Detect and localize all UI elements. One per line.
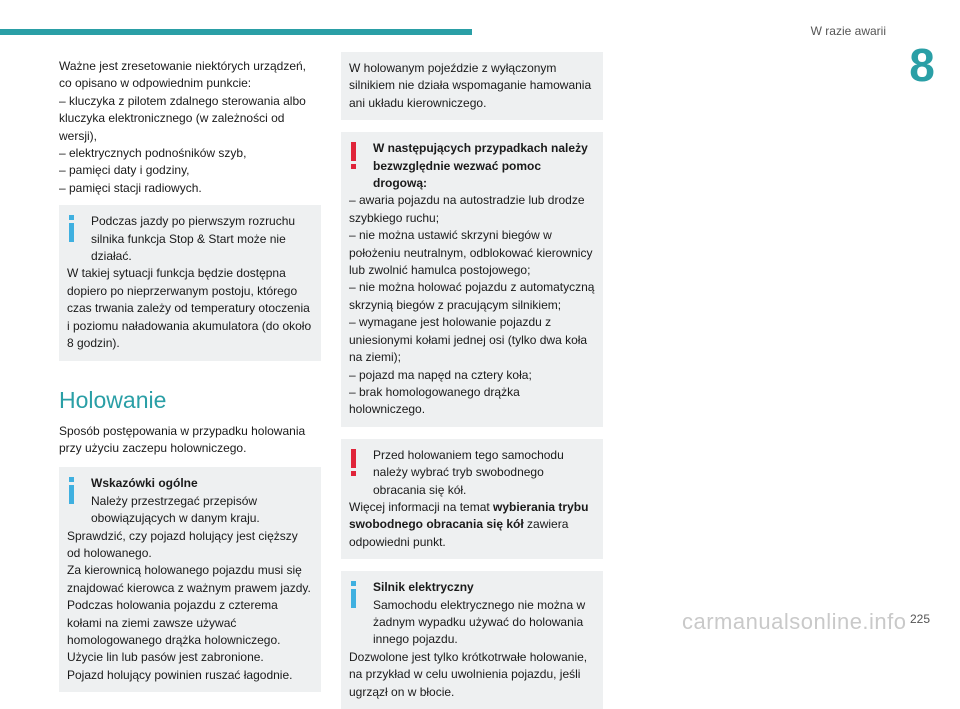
page-number: 225 bbox=[909, 612, 930, 626]
chapter-number: 8 bbox=[909, 39, 935, 91]
warning-box-tow-service bbox=[341, 132, 603, 427]
reset-list-item: – kluczyka z pilotem zdalnego sterowania albo kluczyka elektronicznego (w zależności od wersji), bbox=[59, 93, 306, 143]
info-box-title: Silnik elektryczny bbox=[373, 580, 474, 595]
warning-text: Przed holowaniem tego samochodu należy wybrać tryb swobodnego obracania się kół. bbox=[373, 447, 564, 497]
warning-list-item: – pojazd ma napęd na cztery koła; bbox=[349, 367, 532, 382]
warning-list-item: – nie można holować pojazdu z automatyczną skrzynią biegów z pracującym silnikiem; bbox=[349, 280, 595, 312]
info-icon bbox=[69, 477, 74, 504]
watermark: carmanualsonline.info bbox=[682, 609, 907, 634]
warning-icon bbox=[351, 449, 356, 476]
warning-link-term: wybierania trybu swobodnego obracania się kół bbox=[349, 499, 589, 532]
warning-box-title: W następujących przypadkach należy bezwzględnie wezwać pomoc drogową: bbox=[373, 141, 588, 191]
info-icon bbox=[69, 215, 74, 242]
info-text: Za kierownicą holowanego pojazdu musi się znajdować kierowca z ważnym prawem jazdy. bbox=[67, 563, 311, 595]
towing-intro: Sposób postępowania w przypadku holowania przy użyciu zaczepu holowniczego. bbox=[59, 423, 306, 455]
info-box-electric-motor bbox=[341, 571, 603, 709]
warning-list-item: – nie można ustawić skrzyni biegów w położeniu neutralnym, odblokować kierownicy lub zwolnić hamulca postojowego; bbox=[349, 228, 593, 278]
reset-list-item: – elektrycznych podnośników szyb, bbox=[59, 146, 247, 161]
right-column bbox=[341, 52, 603, 709]
warning-list-item: – wymagane jest holowanie pojazdu z uniesionymi kołami jednej osi (tylko dwa koła na ziemi); bbox=[349, 315, 588, 365]
info-text: Dozwolone jest tylko krótkotrwałe holowanie, na przykład w celu uwolnienia pojazdu, jeśli ugrzązł on w błocie. bbox=[349, 649, 588, 699]
reset-list-item: – pamięci stacji radiowych. bbox=[59, 180, 202, 195]
reset-list-item: – pamięci daty i godziny, bbox=[59, 163, 190, 178]
warning-list-item: – awaria pojazdu na autostradzie lub drodze szybkiego ruchu; bbox=[349, 193, 585, 225]
note-box-assist bbox=[341, 52, 603, 120]
left-column bbox=[59, 58, 321, 692]
info-box-title: Wskazówki ogólne bbox=[91, 476, 198, 491]
info-icon bbox=[351, 581, 356, 608]
section-heading: Holowanie bbox=[59, 386, 167, 413]
info-box-stop-start bbox=[59, 205, 321, 360]
info-text: Podczas jazdy po pierwszym rozruchu silnika funkcja Stop & Start może nie działać. bbox=[91, 214, 296, 264]
warning-text: Więcej informacji na temat bbox=[349, 499, 494, 514]
warning-text: zawiera odpowiedni punkt. bbox=[349, 517, 569, 549]
info-box-general-tips bbox=[59, 467, 321, 692]
info-text: Należy przestrzegać przepisów obowiązujących w danym kraju. bbox=[91, 493, 260, 526]
warning-icon bbox=[351, 142, 356, 169]
warning-list-item: – brak homologowanego drążka holowniczego. bbox=[349, 384, 520, 417]
reset-intro: Ważne jest zresetowanie niektórych urządzeń, co opisano w odpowiednim punkcie: bbox=[59, 59, 307, 91]
info-text: Sprawdzić, czy pojazd holujący jest cięższy od holowanego. bbox=[67, 528, 298, 560]
note-text: W holowanym pojeździe z wyłączonym silnikiem nie działa wspomaganie hamowania ani układu kierowniczego. bbox=[349, 61, 592, 110]
info-text: W takiej sytuacji funkcja będzie dostępna dopiero po nieprzerwanym postoju, którego czas trwania zależy od temperatury otoczenia i poziomu naładowania akumulatora (do około 8 godzin). bbox=[67, 266, 312, 351]
info-text: Pojazd holujący powinien ruszać łagodnie. bbox=[67, 667, 293, 682]
info-text: Podczas holowania pojazdu z czterema kołami na ziemi zawsze używać homologowanego drążka holowniczego. Użycie lin lub pasów jest zabronione. bbox=[67, 598, 281, 665]
info-text: Samochodu elektrycznego nie można w żadnym wypadku używać do holowania innego pojazdu. bbox=[373, 597, 586, 647]
section-title: W razie awarii bbox=[810, 24, 886, 38]
header-accent-bar bbox=[0, 29, 472, 35]
warning-box-freewheel bbox=[341, 439, 603, 559]
